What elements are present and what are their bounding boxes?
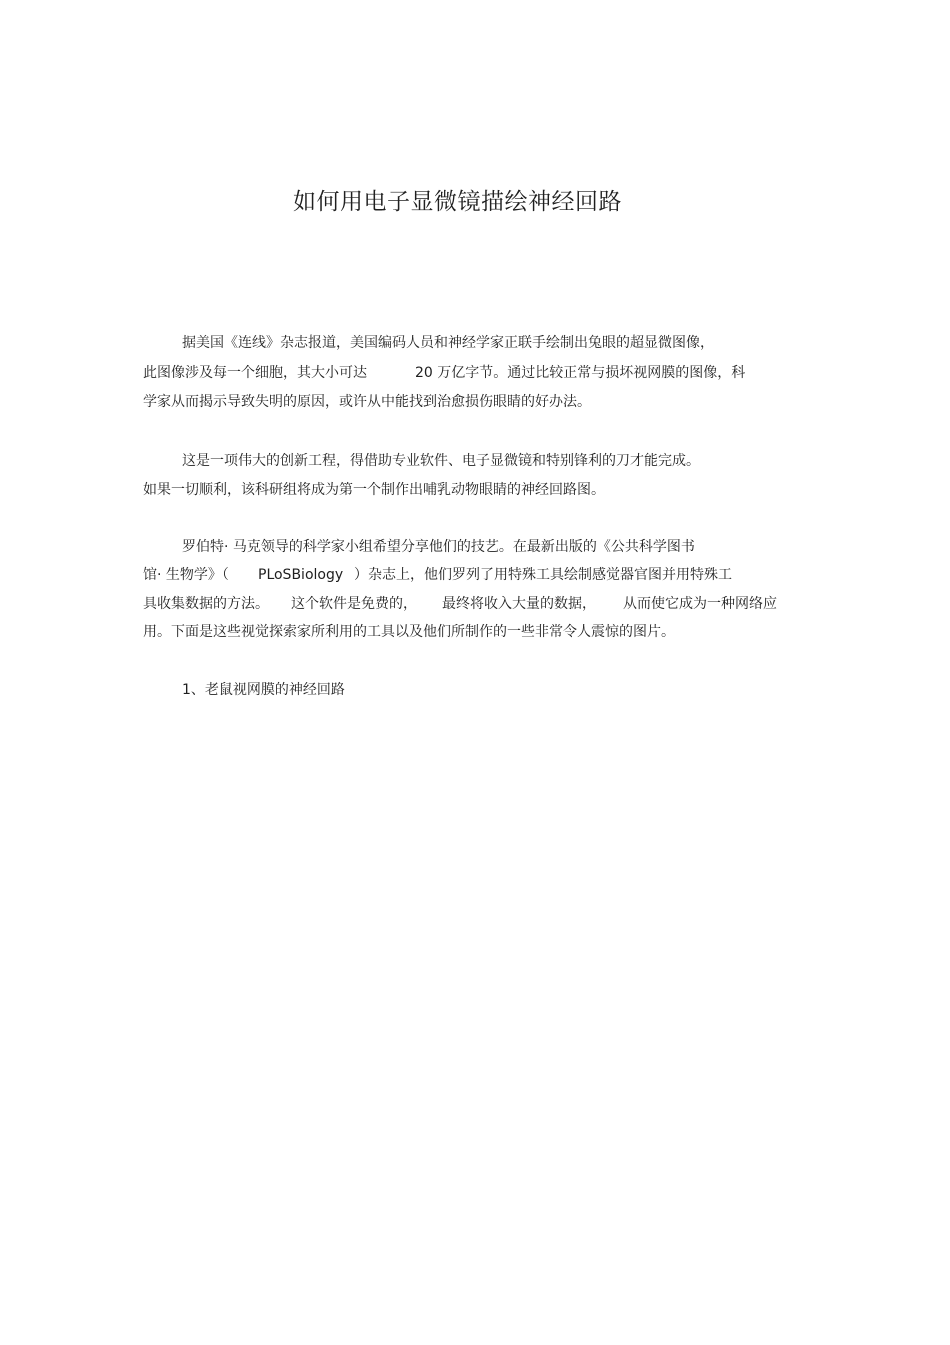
paragraph-3-line-3a: 具收集数据的方法。 [143, 596, 269, 612]
paragraph-3-line-1: 罗伯特· 马克领导的科学家小组希望分享他们的技艺。在最新出版的《公共科学图书 [182, 539, 695, 555]
paragraph-1-line-2b: 20 万亿字节。通过比较正常与损坏视网膜的图像，科 [415, 365, 746, 381]
paragraph-3-line-2a: 馆· 生物学》（ [143, 567, 229, 583]
paragraph-2-line-1: 这是一项伟大的创新工程，得借助专业软件、电子显微镜和特别锋利的刀才能完成。 [182, 453, 700, 469]
paragraph-3-line-4: 用。下面是这些视觉探索家所利用的工具以及他们所制作的一些非常令人震惊的图片。 [143, 624, 675, 640]
page-title: 如何用电子显微镜描绘神经回路 [293, 189, 622, 215]
paragraph-3-journal-name: PLoSBiology [258, 567, 344, 583]
paragraph-3-line-2b: ）杂志上，他们罗列了用特殊工具绘制感觉器官图并用特殊工 [354, 567, 732, 583]
paragraph-2-line-2: 如果一切顺利，该科研组将成为第一个制作出哺乳动物眼睛的神经回路图。 [143, 482, 605, 498]
paragraph-1-line-1: 据美国《连线》杂志报道，美国编码人员和神经学家正联手绘制出兔眼的超显微图像， [182, 335, 714, 351]
paragraph-3-line-3d: 从而使它成为一种网络应 [623, 596, 777, 612]
section-heading: 1、老鼠视网膜的神经回路 [182, 682, 345, 698]
paragraph-3-line-3c: 最终将收入大量的数据， [442, 596, 596, 612]
paragraph-1-line-3: 学家从而揭示导致失明的原因，或许从中能找到治愈损伤眼睛的好办法。 [143, 394, 591, 410]
paragraph-1-line-2: 此图像涉及每一个细胞，其大小可达 [143, 365, 367, 381]
paragraph-3-line-3b: 这个软件是免费的， [291, 596, 417, 612]
